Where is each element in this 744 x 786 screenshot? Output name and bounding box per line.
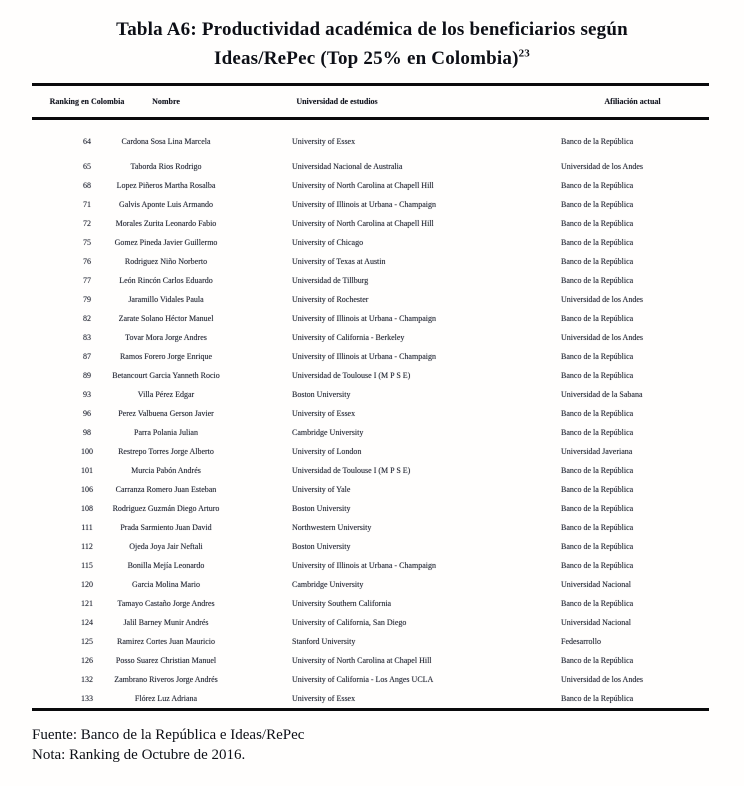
cell-afiliacion: Banco de la República [561, 275, 634, 285]
cell-afiliacion: Banco de la República [561, 541, 634, 551]
cell-afiliacion: Banco de la República [561, 484, 634, 494]
title-line-2-text: Ideas/RePec (Top 25% en Colombia) [213, 48, 519, 70]
cell-nombre: Betancourt Garcia Yanneth Rocio [112, 370, 220, 380]
cell-ranking: 101 [81, 465, 93, 475]
cell-afiliacion: Banco de la República [561, 408, 634, 418]
cell-ranking: 124 [81, 617, 93, 627]
cell-universidad: Universidad de Toulouse I (M P S E) [292, 370, 411, 380]
cell-ranking: 111 [81, 522, 93, 532]
cell-nombre: Galvis Aponte Luis Armando [119, 199, 213, 209]
table-row [32, 499, 709, 518]
table-row [32, 214, 709, 233]
table-row [32, 518, 709, 537]
cell-afiliacion: Universidad de los Andes [561, 332, 643, 342]
cell-universidad: University of Illinois at Urbana - Champaign [292, 199, 436, 209]
cell-universidad: Boston University [292, 389, 351, 399]
cell-ranking: 126 [81, 655, 93, 665]
cell-afiliacion: Banco de la República [561, 370, 634, 380]
table-row [32, 689, 709, 708]
cell-universidad: University of North Carolina at Chapel Hill [292, 655, 432, 665]
cell-afiliacion: Universidad Nacional [561, 579, 631, 589]
cell-afiliacion: Banco de la República [561, 313, 634, 323]
cell-ranking: 96 [83, 408, 91, 418]
table-row [32, 537, 709, 556]
table-notes [0, 726, 744, 766]
cell-nombre: Posso Suarez Christian Manuel [115, 655, 217, 665]
cell-universidad: University of North Carolina at Chapell Hill [292, 180, 434, 190]
cell-afiliacion: Universidad Javeriana [561, 446, 633, 456]
cell-ranking: 121 [81, 598, 93, 608]
table-row [32, 404, 709, 423]
cell-afiliacion: Banco de la República [561, 693, 634, 703]
cell-nombre: Parra Polania Julian [134, 427, 198, 437]
cell-universidad: Boston University [292, 503, 351, 513]
table-header-row [32, 86, 709, 117]
cell-nombre: Ramos Forero Jorge Enrique [119, 351, 213, 361]
cell-universidad: Boston University [292, 541, 351, 551]
cell-ranking: 125 [81, 636, 93, 646]
table-row [32, 423, 709, 442]
cell-afiliacion: Universidad Nacional [561, 617, 631, 627]
cell-afiliacion: Banco de la República [561, 199, 634, 209]
cell-ranking: 83 [83, 332, 91, 342]
cell-universidad: University of North Carolina at Chapell Hill [292, 218, 434, 228]
header-ranking: Ranking en Colombia [49, 96, 125, 106]
cell-nombre: Taborda Rios Rodrigo [130, 161, 202, 171]
cell-universidad: Cambridge University [292, 427, 364, 437]
cell-nombre: Flórez Luz Adriana [134, 693, 198, 703]
cell-ranking: 108 [81, 503, 93, 513]
table-row [32, 132, 709, 151]
table-title [0, 0, 744, 74]
cell-universidad: University of Yale [292, 484, 351, 494]
source-note: Fuente: Banco de la República e Ideas/RePec [32, 726, 305, 743]
cell-universidad: University of London [292, 446, 362, 456]
cell-universidad: University of California - Los Anges UCLA [292, 674, 434, 684]
table-row [32, 442, 709, 461]
cell-afiliacion: Banco de la República [561, 655, 634, 665]
cell-nombre: Tovar Mora Jorge Andres [125, 332, 207, 342]
cell-nombre: Murcia Pabón Andrés [131, 465, 201, 475]
table-row [32, 632, 709, 651]
cell-nombre: Rodriguez Guzmán Diego Arturo [112, 503, 220, 513]
cell-nombre: Lopez Piñeros Martha Rosalba [116, 180, 216, 190]
cell-afiliacion: Banco de la República [561, 180, 634, 190]
cell-ranking: 93 [83, 389, 91, 399]
cell-ranking: 100 [81, 446, 93, 456]
bottom-rule [32, 708, 709, 711]
table-row [32, 366, 709, 385]
cell-afiliacion: Banco de la República [561, 503, 634, 513]
cell-ranking: 133 [81, 693, 93, 703]
cell-nombre: Restrepo Torres Jorge Alberto [118, 446, 214, 456]
cell-afiliacion: Banco de la República [561, 598, 634, 608]
title-footnote-ref: 23 [518, 48, 531, 61]
cell-universidad: Cambridge University [292, 579, 364, 589]
table-row [32, 575, 709, 594]
cell-nombre: Prada Sarmiento Juan David [120, 522, 212, 532]
header-universidad: Universidad de estudios [296, 96, 378, 106]
cell-afiliacion: Banco de la República [561, 560, 634, 570]
cell-nombre: Ojeda Joya Jair Neftali [129, 541, 203, 551]
cell-universidad: University of Illinois at Urbana - Champaign [292, 313, 436, 323]
table-row [32, 594, 709, 613]
cell-universidad: University of Texas at Austin [292, 256, 386, 266]
cell-universidad: University of Essex [292, 408, 356, 418]
cell-ranking: 106 [81, 484, 93, 494]
cell-nombre: Rodriguez Niño Norberto [124, 256, 208, 266]
header-nombre: Nombre [152, 96, 180, 106]
table-row [32, 480, 709, 499]
table-row [32, 385, 709, 404]
cell-afiliacion: Universidad de los Andes [561, 674, 643, 684]
header-afiliacion: Afiliación actual [604, 96, 661, 106]
cell-nombre: León Rincón Carlos Eduardo [119, 275, 213, 285]
cell-nombre: Morales Zurita Leonardo Fabio [115, 218, 217, 228]
table-row [32, 195, 709, 214]
cell-ranking: 75 [83, 237, 91, 247]
table-row [32, 670, 709, 689]
cell-ranking: 89 [83, 370, 91, 380]
cell-nombre: Perez Valbuena Gerson Javier [118, 408, 214, 418]
cell-afiliacion: Banco de la República [561, 427, 634, 437]
cell-afiliacion: Banco de la República [561, 522, 634, 532]
cell-nombre: Garcia Molina Mario [132, 579, 200, 589]
cell-afiliacion: Banco de la República [561, 218, 634, 228]
cell-afiliacion: Banco de la República [561, 465, 634, 475]
cell-universidad: Universidad Nacional de Australia [292, 161, 403, 171]
cell-ranking: 82 [83, 313, 91, 323]
cell-afiliacion: Banco de la República [561, 237, 634, 247]
title-line-1: Tabla A6: Productividad académica de los beneficiarios según [116, 19, 628, 40]
cell-ranking: 77 [83, 275, 91, 285]
table-row [32, 328, 709, 347]
cell-universidad: Stanford University [292, 636, 356, 646]
cell-universidad: University of Illinois at Urbana - Champaign [292, 560, 436, 570]
cell-nombre: Jaramillo Vidales Paula [128, 294, 204, 304]
table-row [32, 347, 709, 366]
table-row [32, 176, 709, 195]
cell-nombre: Ramirez Cortes Juan Mauricio [117, 636, 215, 646]
cell-afiliacion: Universidad de los Andes [561, 294, 643, 304]
cell-ranking: 120 [81, 579, 93, 589]
ranking-note: Nota: Ranking de Octubre de 2016. [32, 746, 246, 763]
cell-nombre: Bonilla Mejía Leonardo [127, 560, 205, 570]
cell-ranking: 79 [83, 294, 91, 304]
cell-nombre: Jalil Barney Munir Andrés [123, 617, 209, 627]
cell-ranking: 98 [83, 427, 91, 437]
cell-universidad: University of Chicago [292, 237, 364, 247]
table-row [32, 157, 709, 176]
cell-ranking: 72 [83, 218, 91, 228]
table-row [32, 651, 709, 670]
cell-afiliacion: Banco de la República [561, 136, 634, 146]
table-row [32, 233, 709, 252]
cell-universidad: University of California - Berkeley [292, 332, 405, 342]
cell-universidad: Northwestern University [292, 522, 372, 532]
table-row [32, 309, 709, 328]
table-row [32, 613, 709, 632]
cell-afiliacion: Universidad de los Andes [561, 161, 643, 171]
cell-ranking: 115 [81, 560, 93, 570]
table-row [32, 271, 709, 290]
cell-ranking: 76 [83, 256, 91, 266]
cell-afiliacion: Banco de la República [561, 351, 634, 361]
cell-ranking: 68 [83, 180, 91, 190]
cell-ranking: 132 [81, 674, 93, 684]
cell-nombre: Zarate Solano Héctor Manuel [118, 313, 214, 323]
cell-nombre: Villa Pérez Edgar [137, 389, 195, 399]
table-row [32, 556, 709, 575]
cell-universidad: University of Essex [292, 693, 356, 703]
cell-nombre: Zambrano Riveros Jorge Andrés [114, 674, 218, 684]
cell-universidad: Universidad de Toulouse I (M P S E) [292, 465, 411, 475]
cell-universidad: University Southern California [292, 598, 392, 608]
cell-universidad: University of Rochester [292, 294, 369, 304]
table-row [32, 290, 709, 309]
cell-afiliacion: Banco de la República [561, 256, 634, 266]
cell-universidad: University of Illinois at Urbana - Champaign [292, 351, 436, 361]
cell-universidad: University of Essex [292, 136, 356, 146]
cell-ranking: 87 [83, 351, 91, 361]
cell-afiliacion: Universidad de la Sabana [561, 389, 643, 399]
table-rows [32, 120, 709, 708]
cell-nombre: Tamayo Castaño Jorge Andres [117, 598, 215, 608]
table-row [32, 252, 709, 271]
cell-nombre: Cardona Sosa Lina Marcela [121, 136, 211, 146]
cell-ranking: 71 [83, 199, 91, 209]
table-row [32, 461, 709, 480]
cell-universidad: Universidad de Tillburg [292, 275, 369, 285]
cell-afiliacion: Fedesarrollo [561, 636, 601, 646]
cell-ranking: 112 [81, 541, 93, 551]
cell-nombre: Gomez Pineda Javier Guillermo [114, 237, 218, 247]
title-line-2 [0, 44, 744, 73]
cell-ranking: 65 [83, 161, 91, 171]
cell-ranking: 64 [83, 136, 91, 146]
cell-nombre: Carranza Romero Juan Esteban [115, 484, 217, 494]
cell-universidad: University of California, San Diego [292, 617, 407, 627]
